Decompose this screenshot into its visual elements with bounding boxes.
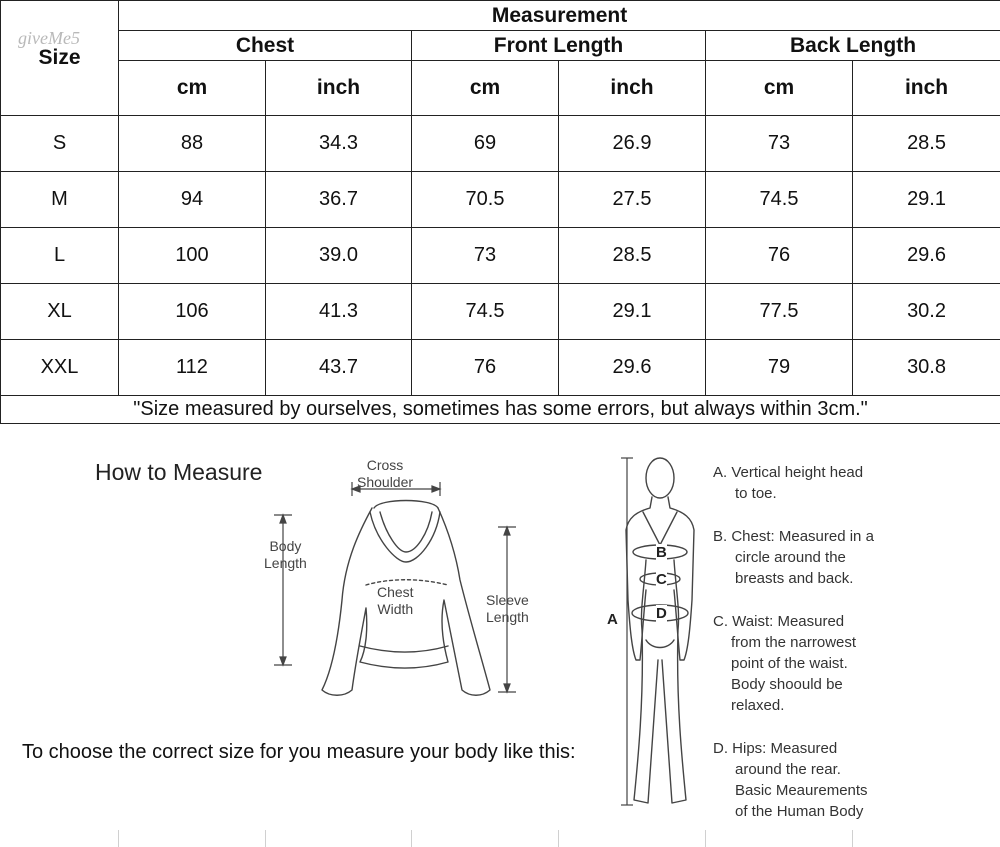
instruction-b: B. Chest: Measured in a circle around the breasts and back. xyxy=(713,528,874,587)
table-cell: 70.5 xyxy=(412,172,559,228)
size-cell: S xyxy=(1,116,119,172)
table-cell: 29.6 xyxy=(853,228,1000,284)
size-note: "Size measured by ourselves, sometimes has some errors, but always within 3cm." xyxy=(1,396,1000,424)
table-cell: 79 xyxy=(706,340,853,396)
size-cell: M xyxy=(1,172,119,228)
divider xyxy=(265,830,266,847)
body-label-b: B xyxy=(656,544,667,561)
table-cell: 69 xyxy=(412,116,559,172)
table-cell: 34.3 xyxy=(266,116,412,172)
table-cell: 43.7 xyxy=(266,340,412,396)
unit-header: cm xyxy=(119,61,266,116)
choose-size-instruction: To choose the correct size for you measure your body like this: xyxy=(22,741,576,763)
table-cell: 29.1 xyxy=(559,284,706,340)
table-cell: 41.3 xyxy=(266,284,412,340)
table-cell: 28.5 xyxy=(559,228,706,284)
divider xyxy=(411,830,412,847)
body-label-a: A xyxy=(607,611,618,628)
unit-header: cm xyxy=(706,61,853,116)
body-length-label: Body Length xyxy=(264,538,307,571)
table-cell: 76 xyxy=(412,340,559,396)
unit-header: inch xyxy=(853,61,1000,116)
unit-header: inch xyxy=(559,61,706,116)
table-cell: 26.9 xyxy=(559,116,706,172)
table-cell: 28.5 xyxy=(853,116,1000,172)
table-cell: 100 xyxy=(119,228,266,284)
instruction-a: A. Vertical height head to toe. xyxy=(713,464,864,502)
table-cell: 88 xyxy=(119,116,266,172)
group-header-chest: Chest xyxy=(119,31,412,61)
table-cell: 36.7 xyxy=(266,172,412,228)
body-label-d: D xyxy=(656,605,667,622)
group-header-back-length: Back Length xyxy=(706,31,1000,61)
size-cell: L xyxy=(1,228,119,284)
table-cell: 112 xyxy=(119,340,266,396)
how-to-measure-title: How to Measure xyxy=(95,459,263,485)
table-cell: 29.6 xyxy=(559,340,706,396)
table-cell: 29.1 xyxy=(853,172,1000,228)
table-cell: 30.8 xyxy=(853,340,1000,396)
measurement-header: Measurement xyxy=(119,1,1000,31)
divider xyxy=(705,830,706,847)
unit-header: inch xyxy=(266,61,412,116)
table-cell: 30.2 xyxy=(853,284,1000,340)
table-cell: 73 xyxy=(412,228,559,284)
cross-shoulder-label: Cross Shoulder xyxy=(357,457,414,490)
size-header: Size xyxy=(38,46,81,69)
unit-header: cm xyxy=(412,61,559,116)
size-cell: XXL xyxy=(1,340,119,396)
chest-width-label: Chest Width xyxy=(377,584,414,617)
table-cell: 94 xyxy=(119,172,266,228)
divider xyxy=(852,830,853,847)
table-cell: 106 xyxy=(119,284,266,340)
sleeve-length-label: Sleeve Length xyxy=(486,592,529,625)
table-cell: 74.5 xyxy=(412,284,559,340)
body-label-c: C xyxy=(656,571,667,588)
watermark: giveMe5 xyxy=(18,28,80,48)
group-header-front-length: Front Length xyxy=(412,31,706,61)
size-cell: XL xyxy=(1,284,119,340)
table-cell: 77.5 xyxy=(706,284,853,340)
table-cell: 73 xyxy=(706,116,853,172)
table-cell: 74.5 xyxy=(706,172,853,228)
divider xyxy=(558,830,559,847)
table-cell: 27.5 xyxy=(559,172,706,228)
instruction-c: C. Waist: Measured from the narrowest point of the waist. Body shoould be relaxed. xyxy=(713,613,857,714)
instruction-d: D. Hips: Measured around the rear. Basic Meaurements of the Human Body xyxy=(713,740,868,820)
table-cell: 76 xyxy=(706,228,853,284)
divider xyxy=(118,830,119,847)
table-cell: 39.0 xyxy=(266,228,412,284)
